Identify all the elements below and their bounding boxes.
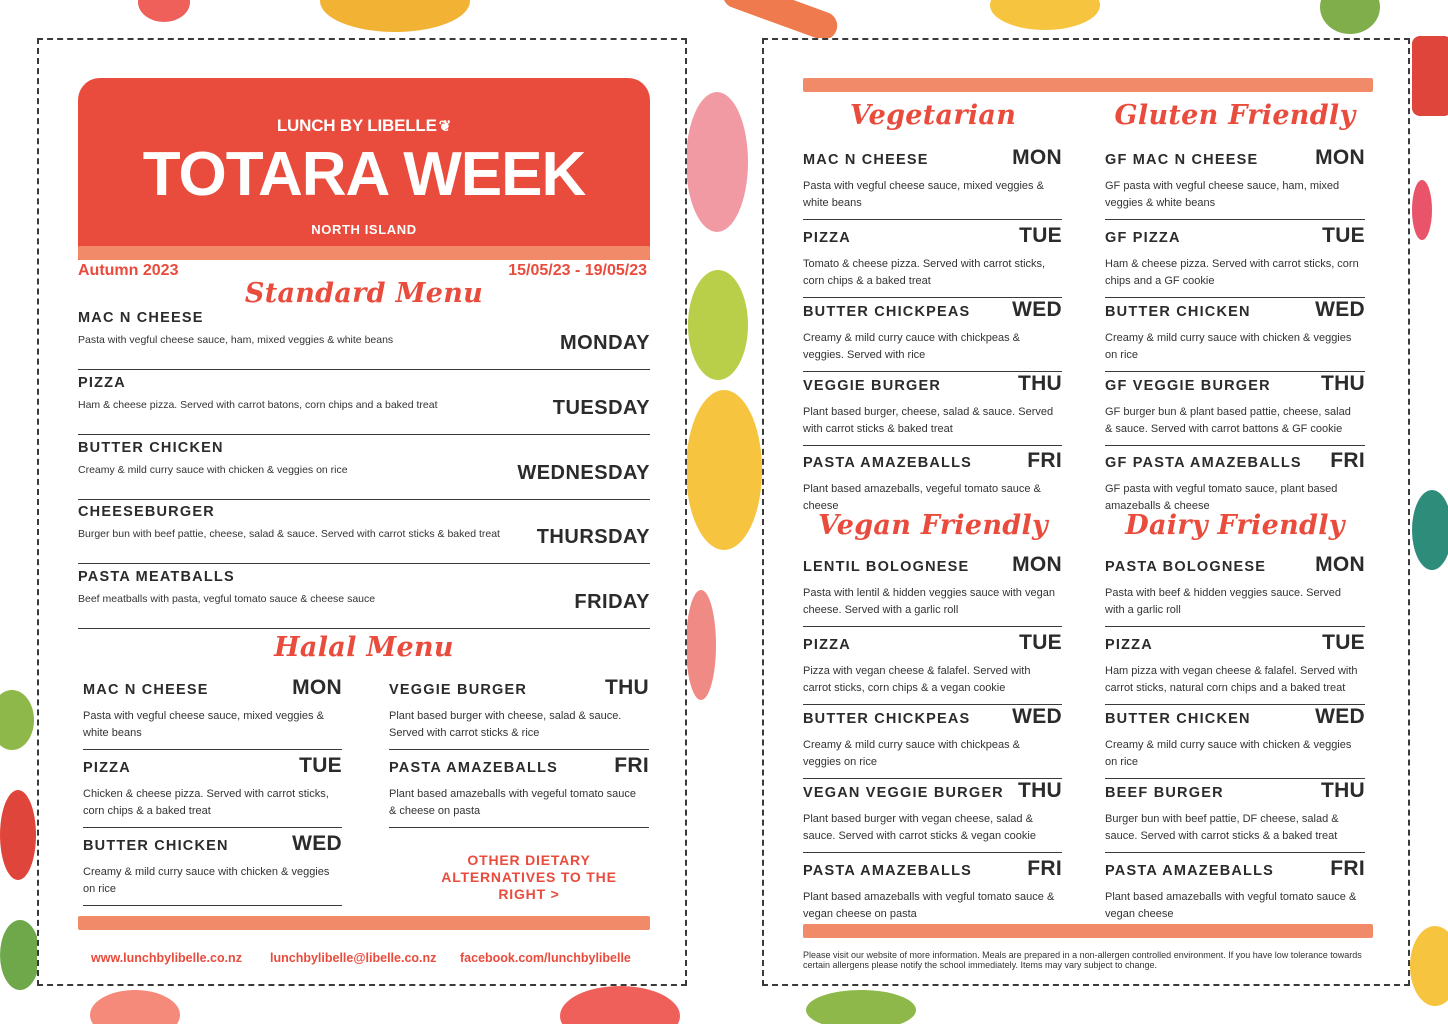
- item-day: THU: [1320, 779, 1365, 802]
- item-day: FRI: [1330, 857, 1365, 880]
- item-day: WED: [1012, 298, 1062, 321]
- item-day: MONDAY: [559, 332, 650, 354]
- item-description: Pasta with beef & hidden veggies sauce. Served with a garlic roll: [1105, 587, 1342, 616]
- menu-item: [83, 672, 342, 750]
- lemon-decoration: [990, 0, 1100, 30]
- item-name: BUTTER CHICKPEAS: [803, 304, 971, 320]
- menu-item: [803, 368, 1062, 446]
- region-label: NORTH ISLAND: [311, 222, 417, 237]
- tomato-bottom-decoration: [560, 986, 680, 1024]
- standard-menu-heading: Standard Menu: [244, 278, 484, 309]
- item-name: MAC N CHEESE: [803, 152, 929, 168]
- item-name: PASTA MEATBALLS: [78, 569, 235, 585]
- menu-item: [803, 142, 1062, 220]
- item-day: FRI: [1330, 449, 1365, 472]
- greens-decoration: [0, 920, 40, 990]
- item-name: GF VEGGIE BURGER: [1105, 378, 1271, 394]
- item-description: Burger bun with beef pattie, cheese, salad & sauce. Served with carrot sticks & baked treat: [78, 528, 500, 540]
- halal-menu-heading: Halal Menu: [274, 632, 454, 663]
- item-name: PIZZA: [803, 637, 851, 653]
- item-name: PIZZA: [83, 760, 131, 776]
- item-day: THURSDAY: [536, 526, 650, 548]
- item-day: TUE: [1322, 224, 1365, 247]
- item-day: TUE: [1019, 224, 1062, 247]
- menu-item: [389, 750, 649, 828]
- top-band: [803, 78, 1373, 92]
- broccoli-decoration: [1412, 490, 1448, 570]
- onion-decoration: [320, 0, 470, 32]
- item-name: PASTA AMAZEBALLS: [803, 455, 973, 471]
- item-day: MON: [292, 676, 342, 699]
- item-day: FRI: [1027, 449, 1062, 472]
- apple-decoration: [1412, 36, 1448, 116]
- beet-decoration: [686, 590, 716, 700]
- header-band: [78, 246, 650, 260]
- item-name: PASTA AMAZEBALLS: [803, 863, 973, 879]
- menu-item: [803, 701, 1062, 779]
- menu-item: [803, 220, 1062, 298]
- menu-header: [78, 78, 650, 260]
- radish-decoration: [686, 92, 748, 232]
- facebook-link[interactable]: facebook.com/lunchbylibelle: [460, 951, 631, 965]
- item-day: MON: [1315, 553, 1365, 576]
- menu-item: [389, 672, 649, 750]
- item-name: PASTA AMAZEBALLS: [389, 760, 559, 776]
- menu-item: [83, 828, 342, 906]
- menu-item: [1105, 142, 1365, 220]
- menu-item: [803, 549, 1062, 627]
- leaf-left-decoration: [0, 690, 34, 750]
- allergen-disclaimer: Please visit our website of more information. Meals are prepared in a non-allergen controlled environment. If you have low tolerance towards certain allergens please notify the school immediately. Items may vary subject to change.: [803, 950, 1362, 970]
- menu-item: [1105, 294, 1365, 372]
- item-description: GF burger bun & plant based pattie, cheese, salad & sauce. Served with carrot battons & GF cookie: [1105, 406, 1351, 435]
- item-description: Creamy & mild curry cauce with chickpeas & veggies. Served with rice: [803, 332, 1021, 361]
- item-name: PIZZA: [1105, 637, 1153, 653]
- standard-menu-card: [37, 38, 687, 986]
- menu-item: [1105, 853, 1365, 931]
- item-day: WED: [1315, 705, 1365, 728]
- item-name: BUTTER CHICKEN: [1105, 304, 1251, 320]
- item-day: WEDNESDAY: [517, 462, 650, 484]
- item-name: LENTIL BOLOGNESE: [803, 559, 970, 575]
- website-link[interactable]: www.lunchbylibelle.co.nz: [91, 951, 242, 965]
- item-description: Plant based amazeballs with vegful tomato sauce & vegan cheese: [1105, 891, 1357, 920]
- menu-item: [1105, 775, 1365, 853]
- item-description: Burger bun with beef pattie, DF cheese, salad & sauce. Served with carrot sticks & a baked treat: [1105, 813, 1339, 842]
- item-day: TUE: [1322, 631, 1365, 654]
- item-description: Creamy & mild curry sauce with chicken & veggies on rice: [83, 866, 330, 895]
- item-day: MON: [1012, 553, 1062, 576]
- item-name: VEGGIE BURGER: [803, 378, 942, 394]
- item-name: BUTTER CHICKEN: [1105, 711, 1251, 727]
- item-description: Pasta with vegful cheese sauce, ham, mixed veggies & white beans: [78, 334, 394, 346]
- item-description: Pasta with lentil & hidden veggies sauce with vegan cheese. Served with a garlic roll: [803, 587, 1055, 616]
- item-description: GF pasta with vegful cheese sauce, ham, mixed veggies & white beans: [1105, 180, 1340, 209]
- item-name: VEGGIE BURGER: [389, 682, 528, 698]
- gluten-friendly-heading: Gluten Friendly: [1114, 100, 1356, 131]
- menu-item: [1105, 701, 1365, 779]
- item-name: PASTA AMAZEBALLS: [1105, 863, 1275, 879]
- item-description: Creamy & mild curry sauce with chicken & veggies on rice: [1105, 739, 1352, 768]
- item-name: PIZZA: [803, 230, 851, 246]
- footer-band: [78, 916, 650, 930]
- date-range: 15/05/23 - 19/05/23: [508, 262, 647, 279]
- item-name: BUTTER CHICKEN: [78, 440, 224, 456]
- item-name: CHEESEBURGER: [78, 504, 215, 520]
- season-label: Autumn 2023: [78, 262, 179, 279]
- item-description: GF pasta with vegful tomato sauce, plant based amazeballs & cheese: [1105, 483, 1338, 512]
- item-description: Plant based burger with cheese, salad & sauce. Served with carrot sticks & rice: [389, 710, 622, 739]
- menu-item: [1105, 368, 1365, 446]
- item-day: WED: [1315, 298, 1365, 321]
- cucumber-decoration: [806, 990, 916, 1024]
- item-name: BEEF BURGER: [1105, 785, 1224, 801]
- item-name: MAC N CHEESE: [78, 310, 204, 326]
- menu-item: [803, 853, 1062, 931]
- item-day: FRI: [614, 754, 649, 777]
- item-day: FRI: [1027, 857, 1062, 880]
- item-name: BUTTER CHICKPEAS: [803, 711, 971, 727]
- standard-menu-item: [78, 500, 650, 564]
- dragonfly-icon: ❦: [438, 118, 452, 135]
- item-description: Ham & cheese pizza. Served with carrot batons, corn chips and a baked treat: [78, 399, 438, 411]
- item-day: THU: [604, 676, 649, 699]
- pepper-decoration: [688, 270, 748, 380]
- item-description: Ham & cheese pizza. Served with carrot sticks, corn chips and a GF cookie: [1105, 258, 1359, 287]
- item-day: THU: [1320, 372, 1365, 395]
- item-day: MON: [1012, 146, 1062, 169]
- item-description: Pasta with vegful cheese sauce, mixed veggies & white beans: [83, 710, 324, 739]
- item-description: Plant based amazeballs, vegeful tomato sauce & cheese: [803, 483, 1041, 512]
- item-description: Plant based amazeballs with vegful tomato sauce & vegan cheese on pasta: [803, 891, 1055, 920]
- item-description: Pizza with vegan cheese & falafel. Served with carrot sticks, corn chips & a vegan cookie: [803, 665, 1031, 694]
- dietary-alternatives-card: [762, 38, 1410, 986]
- peach-decoration: [90, 990, 180, 1024]
- item-description: Creamy & mild curry sauce with chicken & veggies on rice: [78, 464, 348, 476]
- item-description: Creamy & mild curry sauce with chickpeas & veggies on rice: [803, 739, 1021, 768]
- item-name: MAC N CHEESE: [83, 682, 209, 698]
- item-description: Beef meatballs with pasta, vegful tomato sauce & cheese sauce: [78, 593, 376, 605]
- item-description: Ham pizza with vegan cheese & falafel. Served with carrot sticks, natural corn chips and a baked treat: [1105, 665, 1358, 694]
- menu-item: [803, 294, 1062, 372]
- item-name: VEGAN VEGGIE BURGER: [803, 785, 1004, 801]
- standard-menu-item: [78, 565, 650, 629]
- item-description: Creamy & mild curry sauce with chicken & veggies on rice: [1105, 332, 1352, 361]
- item-name: BUTTER CHICKEN: [83, 838, 229, 854]
- item-day: THU: [1017, 372, 1062, 395]
- brand-name: LUNCH BY LIBELLE: [276, 116, 437, 135]
- menu-item: [803, 775, 1062, 853]
- lemon-right-decoration: [1410, 926, 1448, 1006]
- brand-logo: [78, 116, 650, 136]
- vegan-friendly-heading: Vegan Friendly: [817, 510, 1049, 541]
- item-day: TUE: [1019, 631, 1062, 654]
- menu-item: [1105, 220, 1365, 298]
- pepper-right-decoration: [1412, 180, 1432, 240]
- other-dietary-link[interactable]: OTHER DIETARY ALTERNATIVES TO THE RIGHT >: [441, 852, 617, 902]
- menu-item: [1105, 627, 1365, 705]
- standard-menu-item: [78, 436, 650, 500]
- item-name: GF MAC N CHEESE: [1105, 152, 1259, 168]
- vegetarian-heading: Vegetarian: [849, 100, 1017, 131]
- item-day: THU: [1017, 779, 1062, 802]
- email-link[interactable]: lunchbylibelle@libelle.co.nz: [270, 951, 437, 965]
- item-day: FRIDAY: [574, 591, 650, 613]
- standard-menu-item: [78, 306, 650, 370]
- standard-menu-item: [78, 371, 650, 435]
- bottom-band: [803, 924, 1373, 938]
- item-description: Plant based burger, cheese, salad & sauce. Served with carrot sticks & baked treat: [803, 406, 1054, 435]
- menu-item: [1105, 549, 1365, 627]
- page-title: TOTARA WEEK: [142, 140, 586, 209]
- tomato-decoration: [138, 0, 190, 22]
- dairy-friendly-heading: Dairy Friendly: [1125, 510, 1345, 541]
- item-day: TUESDAY: [552, 397, 650, 419]
- item-day: WED: [292, 832, 342, 855]
- strawberry-decoration: [0, 790, 36, 880]
- pear-decoration: [686, 390, 762, 550]
- menu-item: [83, 750, 342, 828]
- menu-item: [803, 627, 1062, 705]
- item-description: Plant based amazeballs with vegeful tomato sauce & cheese on pasta: [389, 788, 637, 817]
- item-name: GF PIZZA: [1105, 230, 1181, 246]
- item-description: Chicken & cheese pizza. Served with carrot sticks, corn chips & a baked treat: [83, 788, 329, 817]
- item-day: TUE: [299, 754, 342, 777]
- item-name: GF PASTA AMAZEBALLS: [1105, 455, 1302, 471]
- item-description: Plant based burger with vegan cheese, salad & sauce. Served with carrot sticks & vegan cookie: [803, 813, 1036, 842]
- item-description: Tomato & cheese pizza. Served with carrot sticks, corn chips & a baked treat: [803, 258, 1046, 287]
- item-name: PIZZA: [78, 375, 126, 391]
- item-day: WED: [1012, 705, 1062, 728]
- leaf-decoration: [1320, 0, 1380, 34]
- item-name: PASTA BOLOGNESE: [1105, 559, 1267, 575]
- item-day: MON: [1315, 146, 1365, 169]
- item-description: Pasta with vegful cheese sauce, mixed veggies & white beans: [803, 180, 1044, 209]
